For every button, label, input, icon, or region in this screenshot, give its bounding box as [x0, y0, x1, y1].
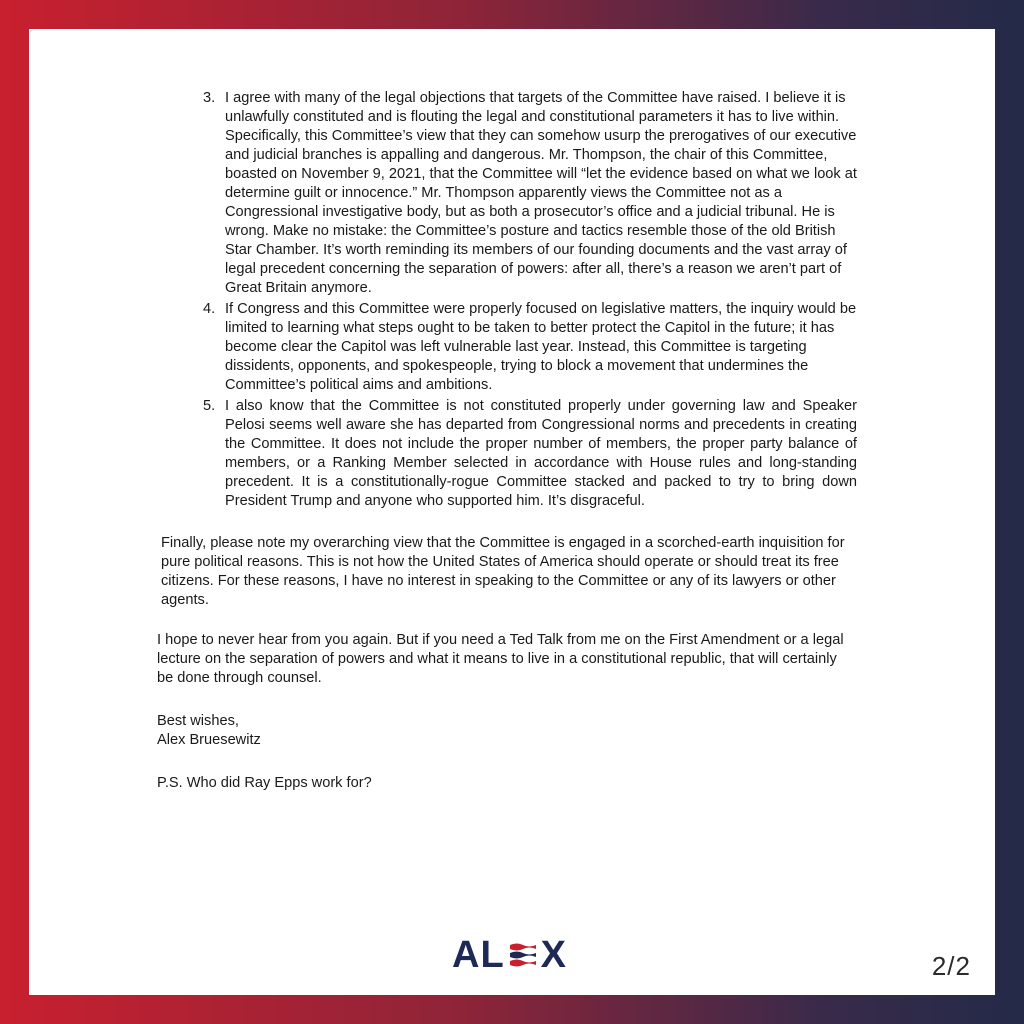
list-item-5	[203, 397, 857, 511]
letter-body	[157, 89, 857, 793]
list-item-4	[203, 300, 857, 395]
finally-paragraph: Finally, please note my overarching view that the Committee is engaged in a scorched-earth inquisition for pure political reasons. This is not how the United States of America should operate or should treat its free citizens. For these reasons, I have no interest in speaking to the Committee or any of its lawyers or other agents.	[161, 535, 845, 608]
list-item-3	[203, 89, 857, 298]
list-number: 4.	[203, 301, 216, 317]
postscript: P.S. Who did Ray Epps work for?	[157, 775, 372, 791]
list-text: I also know that the Committee is not constituted properly under governing law and Speaker Pelosi seems well aware she has departed from Congressional norms and precedents in creating the Committee. It does not include the proper number of members, the proper party balance of members, or a Ranking Member selected in accordance with House rules and long-standing precedent. It is a constitutionally-rogue Committee stacked and packed to try to bring down President Trump and anyone who supported him. It’s disgraceful.	[225, 398, 857, 509]
letter-page	[29, 29, 995, 995]
salutation: Best wishes,	[157, 713, 239, 729]
signature-name: Alex Bruesewitz	[157, 732, 261, 748]
logo-text-right: X	[540, 933, 568, 976]
flag-e-icon	[508, 940, 538, 970]
list-number: 5.	[203, 398, 216, 414]
hope-paragraph: I hope to never hear from you again. But if you need a Ted Talk from me on the First Amendment or a legal lecture on the separation of powers and what it means to live in a constitutional republic, that will certainly be done through counsel.	[157, 632, 844, 686]
list-number: 3.	[203, 90, 216, 106]
alex-logo	[452, 935, 567, 975]
page-number: 2/2	[931, 951, 971, 981]
logo-text-left: AL	[452, 933, 505, 976]
list-text: If Congress and this Committee were properly focused on legislative matters, the inquiry would be limited to learning what steps ought to be taken to better protect the Capitol in the future; it has become clear the Capitol was left vulnerable last year. Instead, this Committee is targeting dissidents, opponents, and spokespeople, trying to block a movement that undermines the Committee’s political aims and ambitions.	[225, 301, 857, 393]
closing	[157, 712, 857, 750]
list-text: I agree with many of the legal objections that targets of the Committee have raised. I believe it is unlawfully constituted and is flouting the legal and constitutional parameters it has to live within. Specifically, this Committee’s view that they can somehow usurp the prerogatives of our executive and judicial branches is appalling and dangerous. Mr. Thompson, the chair of this Committee, boasted on November 9, 2021, that the Committee will “let the evidence based on what we look at determine guilt or innocence.” Mr. Thompson apparently views the Committee not as a Congressional investigative body, but as both a prosecutor’s office and a judicial tribunal. He is wrong. Make no mistake: the Committee’s posture and tactics resemble those of the old British Star Chamber. It’s worth reminding its members of our founding documents and the vast array of legal precedent concerning the separation of powers: after all, there’s a reason we aren’t part of Great Britain anymore.	[225, 90, 857, 296]
